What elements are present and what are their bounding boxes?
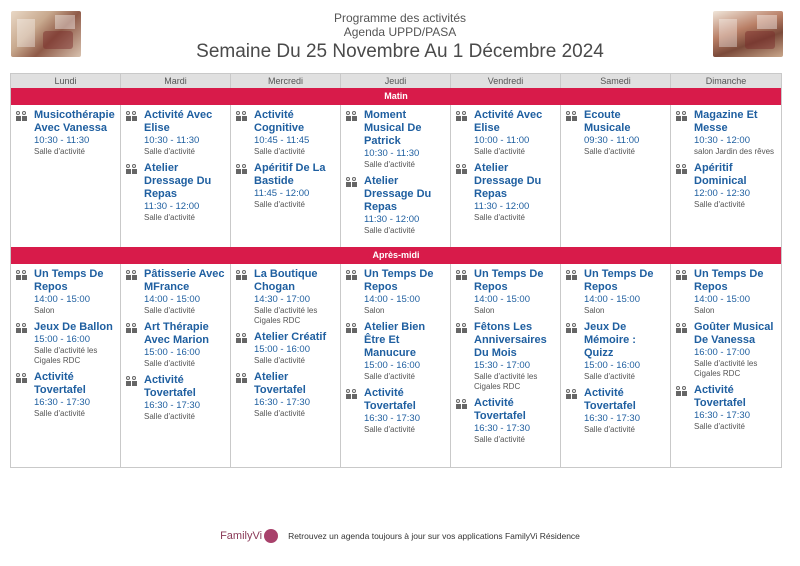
activity-location: Salle d'activité [694,422,745,431]
afternoon-band: Après-midi [11,247,781,264]
people-group-icon [236,333,248,343]
week-title: Semaine Du 25 Novembre Au 1 Décembre 2024 [196,41,604,62]
activity-item[interactable] [456,162,557,223]
activity-time: 11:30 - 12:00 [474,201,530,212]
activity-location: Salle d'activité [34,409,85,418]
activity-title: Activité Tovertafel [694,384,746,409]
people-group-icon [126,323,138,333]
people-group-icon [346,323,358,333]
activity-title: Atelier Dressage Du Repas [364,175,432,213]
activity-item[interactable] [346,268,447,316]
activity-title: Goûter Musical De Vanessa [694,321,774,346]
people-group-icon [126,376,138,386]
activity-location: Salle d'activité [364,226,415,235]
people-group-icon [456,164,468,174]
agenda-subtitle: Agenda UPPD/PASA [343,25,457,39]
day-header: Mardi [121,74,231,88]
people-group-icon [566,270,578,280]
activity-location: Salle d'activité [364,372,415,381]
activity-location: Salon [34,306,55,315]
activity-time: 15:00 - 16:00 [254,344,310,355]
activity-title: Un Temps De Repos [34,268,104,293]
activity-item[interactable] [346,321,447,382]
activity-item[interactable] [676,162,778,210]
people-group-icon [236,373,248,383]
afternoon-row [11,264,781,467]
people-group-icon [456,270,468,280]
activity-time: 15:30 - 17:00 [474,360,530,371]
activity-title: La Boutique Chogan [254,268,318,293]
activity-title: Apéritif De La Bastide [254,162,326,187]
activity-location: Salle d'activité [254,356,305,365]
activity-title: Activité Avec Elise [144,109,213,134]
activity-title: Activité Tovertafel [474,397,526,422]
activity-title: Magazine Et Messe [694,109,758,134]
activity-title: Activité Tovertafel [584,387,636,412]
activity-time: 16:30 - 17:30 [474,423,530,434]
activity-location: Salle d'activité les Cigales RDC [254,306,318,325]
day-cell [341,264,451,467]
day-cell [561,264,671,467]
people-group-icon [126,111,138,121]
activity-location: Salle d'activité les Cigales RDC [474,372,538,391]
people-group-icon [236,164,248,174]
activity-title: Atelier Dressage Du Repas [474,162,542,200]
people-group-icon [456,323,468,333]
people-group-icon [346,177,358,187]
activity-location: Salle d'activité [254,200,305,209]
activity-location: Salle d'activité [474,213,525,222]
activity-title: Activité Tovertafel [144,374,196,399]
activity-time: 15:00 - 16:00 [34,334,90,345]
activity-location: Salle d'activité les Cigales RDC [34,346,98,365]
morning-row [11,105,781,247]
activity-location: Salle d'activité [144,412,195,421]
activity-item[interactable] [456,321,557,392]
activity-item[interactable] [16,268,117,316]
activity-location: Salle d'activité [584,425,635,434]
activity-title: Atelier Dressage Du Repas [144,162,212,200]
people-group-icon [676,323,688,333]
activity-location: Salle d'activité [144,213,195,222]
activity-time: 10:30 - 11:30 [364,148,420,159]
people-group-icon [676,164,688,174]
activity-item[interactable] [566,109,667,157]
activity-title: Jeux De Mémoire : Quizz [584,321,636,359]
activity-title: Un Temps De Repos [364,268,434,293]
people-group-icon [566,323,578,333]
activity-title: Activité Avec Elise [474,109,543,134]
activity-title: Activité Tovertafel [364,387,416,412]
people-group-icon [16,111,28,121]
page-footer [0,529,800,543]
day-cell [121,105,231,247]
day-cell [451,264,561,467]
activity-location: Salle d'activité [584,372,635,381]
activity-location: Salle d'activité [144,306,195,315]
activity-time: 14:00 - 15:00 [144,294,200,305]
activity-location: Salon [364,306,385,315]
people-group-icon [566,389,578,399]
activity-location: Salle d'activité [254,409,305,418]
activity-title: Un Temps De Repos [694,268,764,293]
activity-item[interactable] [676,109,778,157]
people-group-icon [676,386,688,396]
activity-time: 10:00 - 11:00 [474,135,530,146]
day-cell [231,264,341,467]
people-group-icon [566,111,578,121]
people-group-icon [676,270,688,280]
activity-item[interactable] [16,371,117,419]
people-group-icon [126,270,138,280]
activity-location: Salon [474,306,495,315]
activity-item[interactable] [456,397,557,445]
people-group-icon [346,389,358,399]
activity-title: Fêtons Les Anniversaires Du Mois [474,321,547,359]
day-header: Lundi [11,74,121,88]
activity-item[interactable] [676,268,778,316]
activity-time: 10:45 - 11:45 [254,135,310,146]
morning-band: Matin [11,88,781,105]
activity-item[interactable] [566,387,667,435]
activity-time: 14:00 - 15:00 [34,294,90,305]
activity-time: 14:00 - 15:00 [584,294,640,305]
day-cell [341,105,451,247]
activity-time: 11:45 - 12:00 [254,188,310,199]
familyvi-logo [220,529,278,543]
activity-location: Salle d'activité [584,147,635,156]
activity-time: 14:00 - 15:00 [474,294,530,305]
activity-item[interactable] [566,268,667,316]
activity-location: Salle d'activité [474,147,525,156]
day-cell [671,264,781,467]
people-group-icon [346,270,358,280]
day-cell [671,105,781,247]
activity-time: 15:00 - 16:00 [364,360,420,371]
activity-time: 15:00 - 16:00 [584,360,640,371]
people-group-icon [676,111,688,121]
activity-time: 10:30 - 11:30 [144,135,200,146]
activity-time: 16:30 - 17:30 [144,400,200,411]
activity-item[interactable] [126,109,227,157]
day-header: Mercredi [231,74,341,88]
activity-time: 10:30 - 11:30 [34,135,90,146]
activity-time: 14:00 - 15:00 [364,294,420,305]
activity-title: Musicothérapie Avec Vanessa [34,109,115,134]
activity-item[interactable] [236,331,337,366]
activity-location: Salle d'activité [694,200,745,209]
activity-time: 10:30 - 12:00 [694,135,750,146]
activity-time: 16:30 - 17:30 [254,397,310,408]
people-group-icon [16,270,28,280]
activity-location: Salle d'activité [144,147,195,156]
activity-title: Atelier Tovertafel [254,371,306,396]
activity-item[interactable] [346,109,447,170]
day-header: Vendredi [451,74,561,88]
day-header: Dimanche [705,76,747,86]
people-group-icon [456,399,468,409]
activity-item[interactable] [236,162,337,210]
activity-title: Moment Musical De Patrick [364,109,422,147]
activity-item[interactable] [456,268,557,316]
activity-item[interactable] [566,321,667,382]
activity-time: 11:30 - 12:00 [364,214,420,225]
activity-item[interactable] [346,175,447,236]
footer-text: Retrouvez un agenda toujours à jour sur vos applications FamilyVi Résidence [288,531,580,541]
people-group-icon [346,111,358,121]
activity-item[interactable] [236,268,337,326]
logo-text: FamilyVi [220,530,263,542]
people-group-icon [236,270,248,280]
day-header: Jeudi [341,74,451,88]
people-group-icon [16,323,28,333]
page-header [0,11,800,64]
activity-time: 16:30 - 17:30 [364,413,420,424]
activity-item[interactable] [456,109,557,157]
day-cell [11,264,121,467]
people-group-icon [126,164,138,174]
familyvi-logo-icon [264,529,278,543]
activity-title: Apéritif Dominical [694,162,747,187]
activity-item[interactable] [676,321,778,379]
day-cell [451,105,561,247]
activity-time: 11:30 - 12:00 [144,201,200,212]
activity-item[interactable] [16,321,117,366]
activity-location: Salle d'activité [254,147,305,156]
activity-time: 09:30 - 11:00 [584,135,640,146]
activity-item[interactable] [126,374,227,422]
activity-location: Salle d'activité [364,425,415,434]
day-cell [11,105,121,247]
activity-item[interactable] [676,384,778,432]
day-cell [561,105,671,247]
activity-item[interactable] [126,321,227,369]
activity-title: Jeux De Ballon [34,321,113,333]
activity-location: Salle d'activité [34,147,85,156]
day-header-row [11,74,781,88]
people-group-icon [236,111,248,121]
activity-item[interactable] [126,162,227,223]
activity-title: Pâtisserie Avec MFrance [144,268,225,293]
activity-title: Atelier Bien Être Et Manucure [364,321,426,359]
activity-title: Ecoute Musicale [584,109,631,134]
activity-time: 14:00 - 15:00 [694,294,750,305]
program-title: Programme des activités [333,11,467,25]
activity-item[interactable] [16,109,117,157]
activity-location: Salle d'activité [474,435,525,444]
activity-item[interactable] [236,109,337,157]
activity-item[interactable] [236,371,337,419]
weekly-schedule [10,73,782,468]
activity-location: Salle d'activité les Cigales RDC [694,359,758,378]
activity-title: Activité Tovertafel [34,371,86,396]
activity-time: 16:30 - 17:30 [584,413,640,424]
activity-location: salon Jardin des rêves [694,147,775,156]
activity-title: Un Temps De Repos [584,268,654,293]
day-cell [121,264,231,467]
activity-time: 16:30 - 17:30 [694,410,750,421]
activity-title: Activité Cognitive [254,109,305,134]
activity-location: Salle d'activité [364,160,415,169]
people-group-icon [16,373,28,383]
activity-time: 12:00 - 12:30 [694,188,750,199]
activity-time: 16:30 - 17:30 [34,397,90,408]
activity-item[interactable] [346,387,447,435]
activity-item[interactable] [126,268,227,316]
activity-location: Salle d'activité [144,359,195,368]
activity-title: Atelier Créatif [254,331,327,343]
activity-title: Un Temps De Repos [474,268,544,293]
activity-location: Salon [584,306,605,315]
activity-time: 16:00 - 17:00 [694,347,750,358]
activity-time: 14:30 - 17:00 [254,294,310,305]
activity-title: Art Thérapie Avec Marion [144,321,210,346]
day-header: Samedi [561,74,671,88]
activity-location: Salon [694,306,715,315]
day-cell [231,105,341,247]
activity-time: 15:00 - 16:00 [144,347,200,358]
people-group-icon [456,111,468,121]
